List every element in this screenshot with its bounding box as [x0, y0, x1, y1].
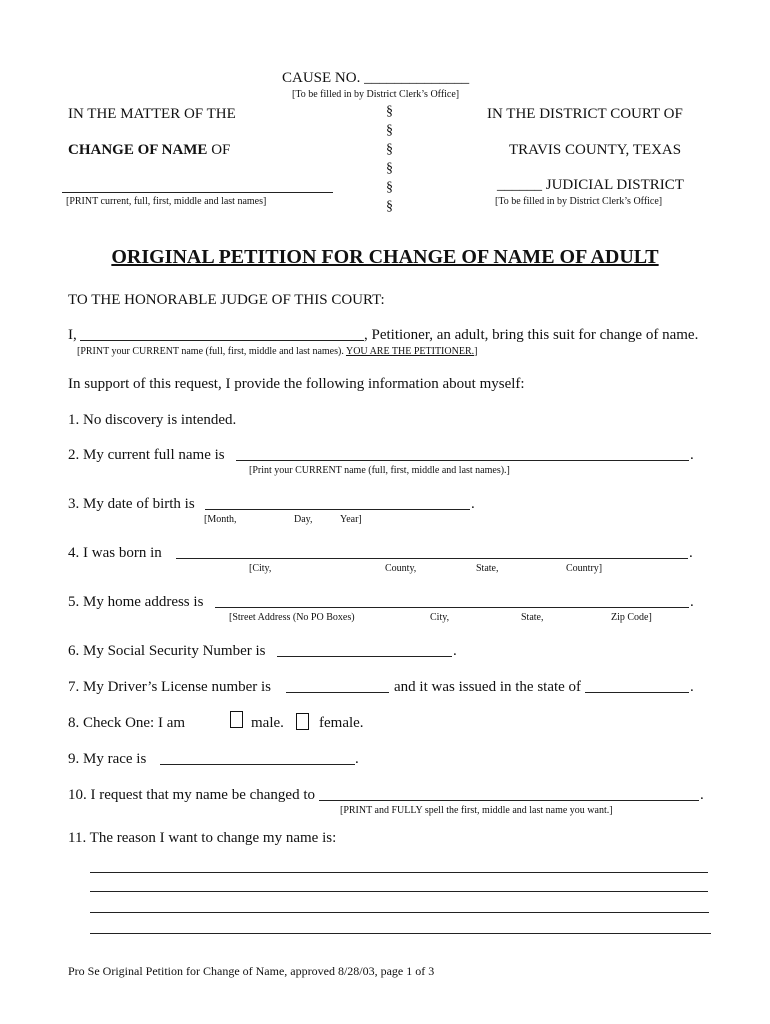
period: . [690, 594, 694, 610]
county-label: TRAVIS COUNTY, TEXAS [509, 142, 682, 158]
section-symbol: § [386, 180, 393, 195]
support-text: In support of this request, I provide the following information about myself: [68, 376, 525, 392]
salutation: TO THE HONORABLE JUDGE OF THIS COURT: [68, 292, 385, 308]
intro-suffix: , Petitioner, an adult, bring this suit for change of name. [364, 327, 699, 343]
birthplace-line[interactable] [176, 558, 688, 559]
license-state-line[interactable] [585, 692, 689, 693]
section-symbol: § [386, 142, 393, 157]
period: . [453, 643, 457, 659]
dob-year-note: Year] [340, 514, 362, 525]
address-street-note: [Street Address (No PO Boxes) [229, 612, 355, 623]
period: . [689, 545, 693, 561]
drivers-license-line[interactable] [286, 692, 389, 693]
address-zip-note: Zip Code] [611, 612, 652, 623]
intro-note-petitioner: YOU ARE THE PETITIONER. [345, 346, 475, 357]
male-label: male. [251, 715, 284, 731]
judicial-district-label: ______ JUDICIAL DISTRICT [497, 177, 684, 193]
petitioner-name-line[interactable] [80, 340, 364, 341]
item-8-label: 8. Check One: I am [68, 715, 186, 731]
intro-prefix: I, [68, 327, 77, 343]
period: . [690, 447, 694, 463]
page-footer: Pro Se Original Petition for Change of Name, approved 8/28/03, page 1 of 3 [68, 964, 435, 978]
change-of-name-label [68, 142, 230, 159]
period: . [700, 787, 704, 803]
dob-month-note: [Month, [204, 514, 237, 525]
date-of-birth-line[interactable] [205, 509, 470, 510]
item-3-label: 3. My date of birth is [68, 496, 195, 512]
change-of-name-bold: CHANGE OF NAME [68, 142, 208, 158]
address-state-note: State, [521, 612, 544, 623]
current-name-line[interactable] [62, 192, 333, 193]
birth-city-note: [City, [249, 563, 272, 574]
reason-line[interactable] [90, 912, 709, 913]
district-court-label: IN THE DISTRICT COURT OF [487, 106, 683, 122]
female-checkbox[interactable] [296, 713, 309, 730]
period: . [690, 679, 694, 695]
current-full-name-line[interactable] [236, 460, 689, 461]
item-9-label: 9. My race is [68, 751, 147, 767]
item-11-label: 11. The reason I want to change my name is: [68, 830, 337, 846]
section-symbol: § [386, 123, 393, 138]
section-symbol: § [386, 104, 393, 119]
race-line[interactable] [160, 764, 355, 765]
item-10-label: 10. I request that my name be changed to [68, 787, 316, 803]
item-1: 1. No discovery is intended. [68, 412, 237, 428]
intro-note [77, 346, 477, 357]
intro-note-text: [PRINT your CURRENT name (full, first, middle and last names). [77, 346, 344, 357]
ssn-line[interactable] [277, 656, 452, 657]
home-address-line[interactable] [215, 607, 689, 608]
judicial-district-note: [To be filled in by District Clerk’s Office] [495, 196, 663, 207]
intro-note-end: ] [474, 346, 478, 357]
period: . [471, 496, 475, 512]
reason-line[interactable] [90, 933, 711, 934]
female-label: female. [319, 715, 364, 731]
item-4-label: 4. I was born in [68, 545, 162, 561]
section-symbol: § [386, 199, 393, 214]
dob-day-note: Day, [294, 514, 313, 525]
current-name-print-note: [PRINT current, full, first, middle and last names] [66, 196, 267, 207]
item-6-label: 6. My Social Security Number is [68, 643, 266, 659]
reason-line[interactable] [90, 872, 708, 873]
item-2-label: 2. My current full name is [68, 447, 225, 463]
change-of-name-of: OF [207, 142, 231, 158]
requested-name-line[interactable] [319, 800, 699, 801]
birth-state-note: State, [476, 563, 499, 574]
reason-line[interactable] [90, 891, 708, 892]
item-7-mid: and it was issued in the state of [394, 679, 582, 695]
item-5-label: 5. My home address is [68, 594, 204, 610]
matter-of-label: IN THE MATTER OF THE [68, 106, 236, 122]
cause-number-label: CAUSE NO. ______________ [282, 70, 470, 86]
section-symbol: § [386, 161, 393, 176]
male-checkbox[interactable] [230, 711, 243, 728]
address-city-note: City, [430, 612, 450, 623]
birth-county-note: County, [385, 563, 417, 574]
birth-country-note: Country] [566, 563, 603, 574]
item-10-note: [PRINT and FULLY spell the first, middle and last name you want.] [340, 805, 613, 816]
cause-number-note: [To be filled in by District Clerk’s Office] [292, 89, 460, 100]
item-2-note: [Print your CURRENT name (full, first, middle and last names).] [249, 465, 510, 476]
period: . [355, 751, 359, 767]
item-7-label: 7. My Driver’s License number is [68, 679, 272, 695]
document-title: ORIGINAL PETITION FOR CHANGE OF NAME OF ADULT [111, 246, 659, 268]
